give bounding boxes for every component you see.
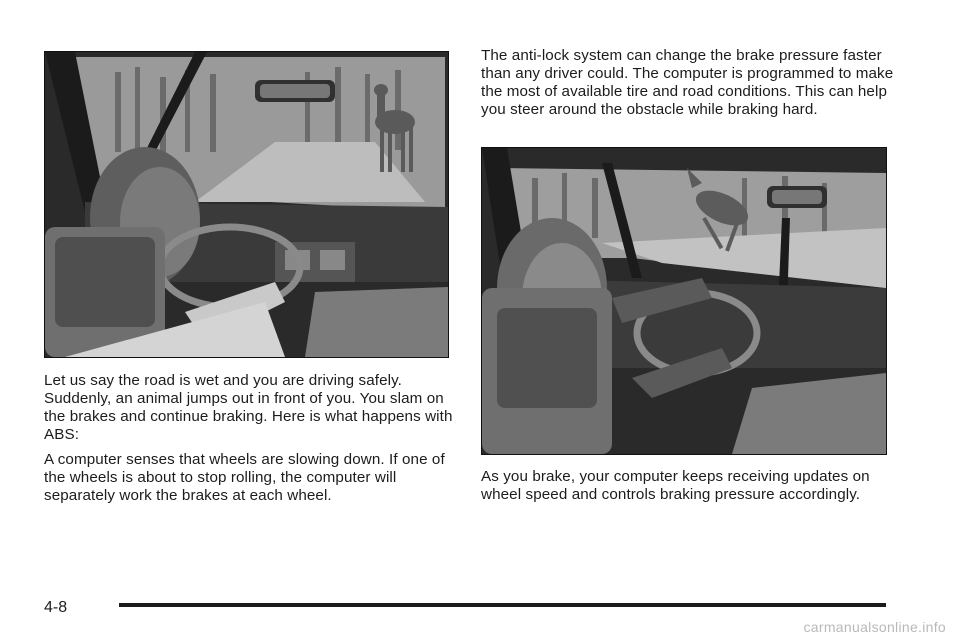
page-number: 4-8 [44, 599, 68, 616]
watermark: carmanualsonline.info [803, 619, 946, 635]
left-paragraph-2: A computer senses that wheels are slowing down. If one of the wheels is about to stop rolling, the computer will separately work the brakes at each wheel. [44, 451, 445, 504]
right-paragraph-1: The anti-lock system can change the brake pressure faster than any driver could. The computer is programmed to make the most of available tire and road conditions. This can help you steer around the obstacle while braking hard. [481, 47, 894, 118]
left-paragraph-1: Let us say the road is wet and you are driving safely. Suddenly, an animal jumps out in front of you. You slam on the brakes and continue braking. Here is what happens with ABS: [44, 372, 453, 443]
deer-jumping-in-front-of-car-illustration [481, 147, 887, 455]
driver-sees-deer-illustration [44, 51, 449, 358]
footer-rule [119, 603, 886, 607]
right-paragraph-2: As you brake, your computer keeps receiving updates on wheel speed and controls braking pressure accordingly. [481, 468, 870, 503]
